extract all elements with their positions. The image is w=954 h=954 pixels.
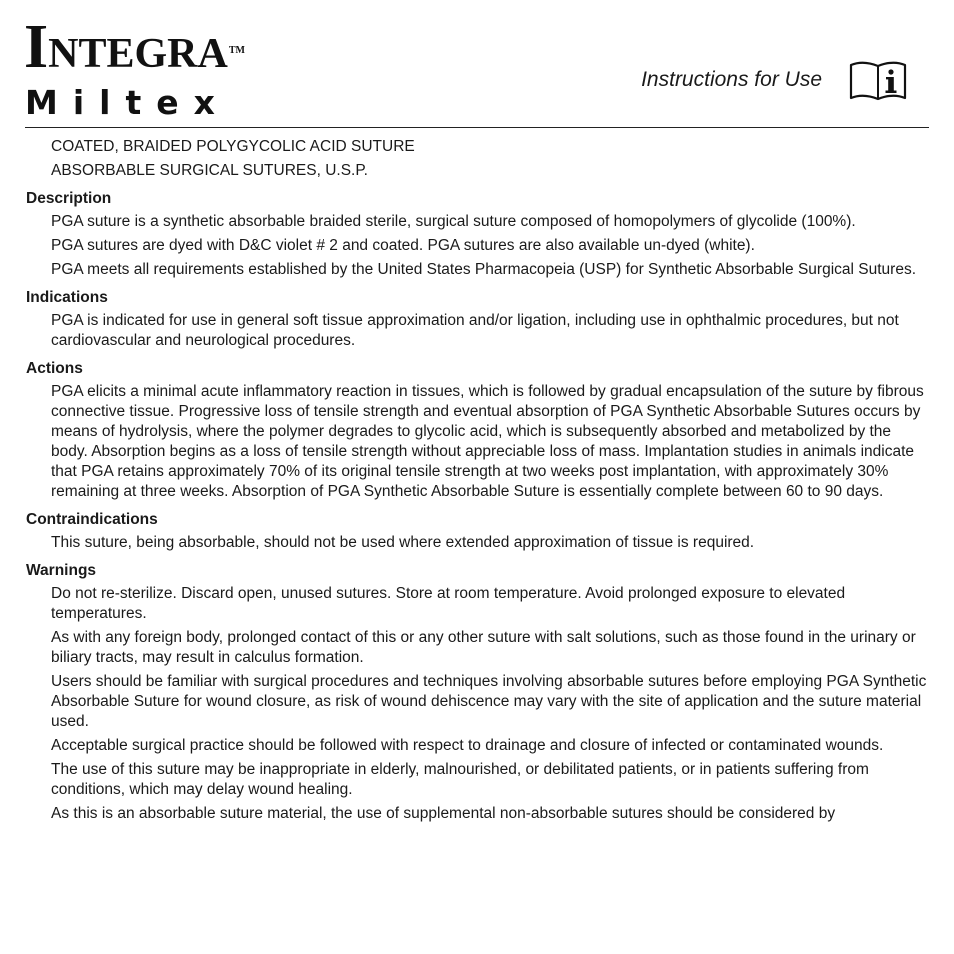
section-description [26,189,931,280]
section-heading: Contraindications [26,511,158,528]
section-actions [26,359,931,502]
document-subtitle-2: ABSORBABLE SURGICAL SUTURES, U.S.P. [51,162,368,179]
section-heading: Actions [26,360,83,377]
section-indications [26,288,931,351]
integra-logo [24,13,245,83]
document-subtitle-1: COATED, BRAIDED POLYGYCOLIC ACID SUTURE [51,138,415,155]
section-heading: Warnings [26,562,97,579]
logo-integra-text: NTEGRA [48,31,228,77]
paragraph: As with any foreign body, prolonged contact of this or any other suture with salt solutions, such as those found in the urinary or biliary tracts, may result in calculus formation. [51,629,916,666]
book-info-icon [848,60,908,102]
paragraph: PGA elicits a minimal acute inflammatory reaction in tissues, which is followed by gradual encapsulation of the suture by fibrous connective tissue. Progressive loss of tensile strength and eventual absorption of PGA Synthetic Absorbable Sutures occurs by means of hydrolysis, where the polymer degrades to glycolic acid, which is subsequently absorbed and metabolized by the body. Absorption begins as a loss of tensile strength without appreciable loss of mass. Implantation studies in animals indicate that PGA retains approximately 70% of its original tensile strength at two weeks post implantation, with approximately 30% remaining at three weeks. Absorption of PGA Synthetic Absorbable Suture is essentially complete between 60 to 90 days. [51,383,924,500]
paragraph: As this is an absorbable suture material, the use of supplemental non-absorbable sutures should be considered by [51,805,836,822]
paragraph: Users should be familiar with surgical procedures and techniques involving absorbable sutures before employing PGA Synthetic Absorbable Suture for wound closure, as risk of wound dehiscence may vary with the site of application and the suture material used. [51,673,927,730]
paragraph: PGA sutures are dyed with D&C violet # 2 and coated. PGA sutures are also available un-dyed (white). [51,237,755,254]
section-warnings [26,561,931,824]
paragraph: PGA suture is a synthetic absorbable braided sterile, surgical suture composed of homopolymers of glycolide (100%). [51,213,856,230]
miltex-logo: Miltex [25,83,230,122]
paragraph: Do not re-sterilize. Discard open, unused sutures. Store at room temperature. Avoid prolonged exposure to elevated temperatures. [51,585,846,622]
paragraph: The use of this suture may be inappropriate in elderly, malnourished, or debilitated patients, or in patients suffering from conditions, which may delay wound healing. [51,761,869,798]
paragraph: PGA meets all requirements established by the United States Pharmacopeia (USP) for Synthetic Absorbable Surgical Sutures. [51,261,916,278]
section-heading: Description [26,190,112,207]
trademark-mark: TM [228,45,245,56]
section-heading: Indications [26,289,108,306]
logo-integra-initial: I [24,13,49,81]
paragraph: PGA is indicated for use in general soft tissue approximation and/or ligation, including use in ophthalmic procedures, but not cardiovascular and neurological procedures. [51,312,899,349]
paragraph: Acceptable surgical practice should be followed with respect to drainage and closure of infected or contaminated wounds. [51,737,884,754]
page-header [0,0,954,128]
document-body [26,137,931,828]
paragraph: This suture, being absorbable, should not be used where extended approximation of tissue is required. [51,534,755,551]
section-contraindications [26,510,931,553]
header-divider [25,127,929,128]
instructions-for-use-label: Instructions for Use [641,68,822,91]
